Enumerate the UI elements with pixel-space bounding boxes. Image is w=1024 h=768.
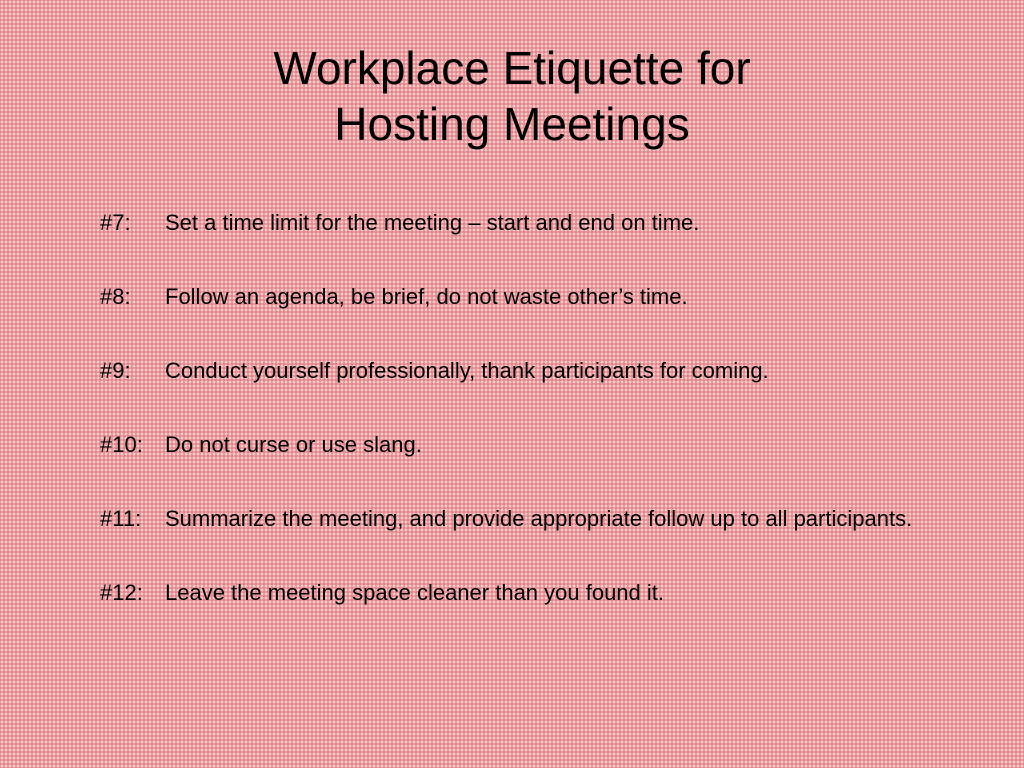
list-item bbox=[100, 282, 940, 312]
etiquette-list bbox=[100, 208, 940, 652]
title-line-2: Hosting Meetings bbox=[334, 98, 690, 150]
slide-title bbox=[0, 40, 1024, 152]
list-item bbox=[100, 430, 940, 460]
list-item bbox=[100, 208, 940, 238]
item-text: Set a time limit for the meeting – start and end on time. bbox=[165, 210, 700, 235]
item-text: Summarize the meeting, and provide appropriate follow up to all participants. bbox=[165, 506, 913, 531]
item-text: Leave the meeting space cleaner than you found it. bbox=[165, 580, 665, 605]
list-item bbox=[100, 504, 940, 534]
item-number: #9: bbox=[100, 358, 131, 383]
item-number: #12: bbox=[100, 580, 143, 605]
item-number: #7: bbox=[100, 210, 131, 235]
item-text: Conduct yourself professionally, thank participants for coming. bbox=[165, 358, 769, 383]
title-line-1: Workplace Etiquette for bbox=[273, 42, 751, 94]
item-number: #10: bbox=[100, 432, 143, 457]
item-number: #11: bbox=[100, 506, 142, 531]
item-text: Follow an agenda, be brief, do not waste other’s time. bbox=[165, 284, 688, 309]
list-item bbox=[100, 578, 940, 608]
item-number: #8: bbox=[100, 284, 131, 309]
list-item bbox=[100, 356, 940, 386]
item-text: Do not curse or use slang. bbox=[165, 432, 422, 457]
